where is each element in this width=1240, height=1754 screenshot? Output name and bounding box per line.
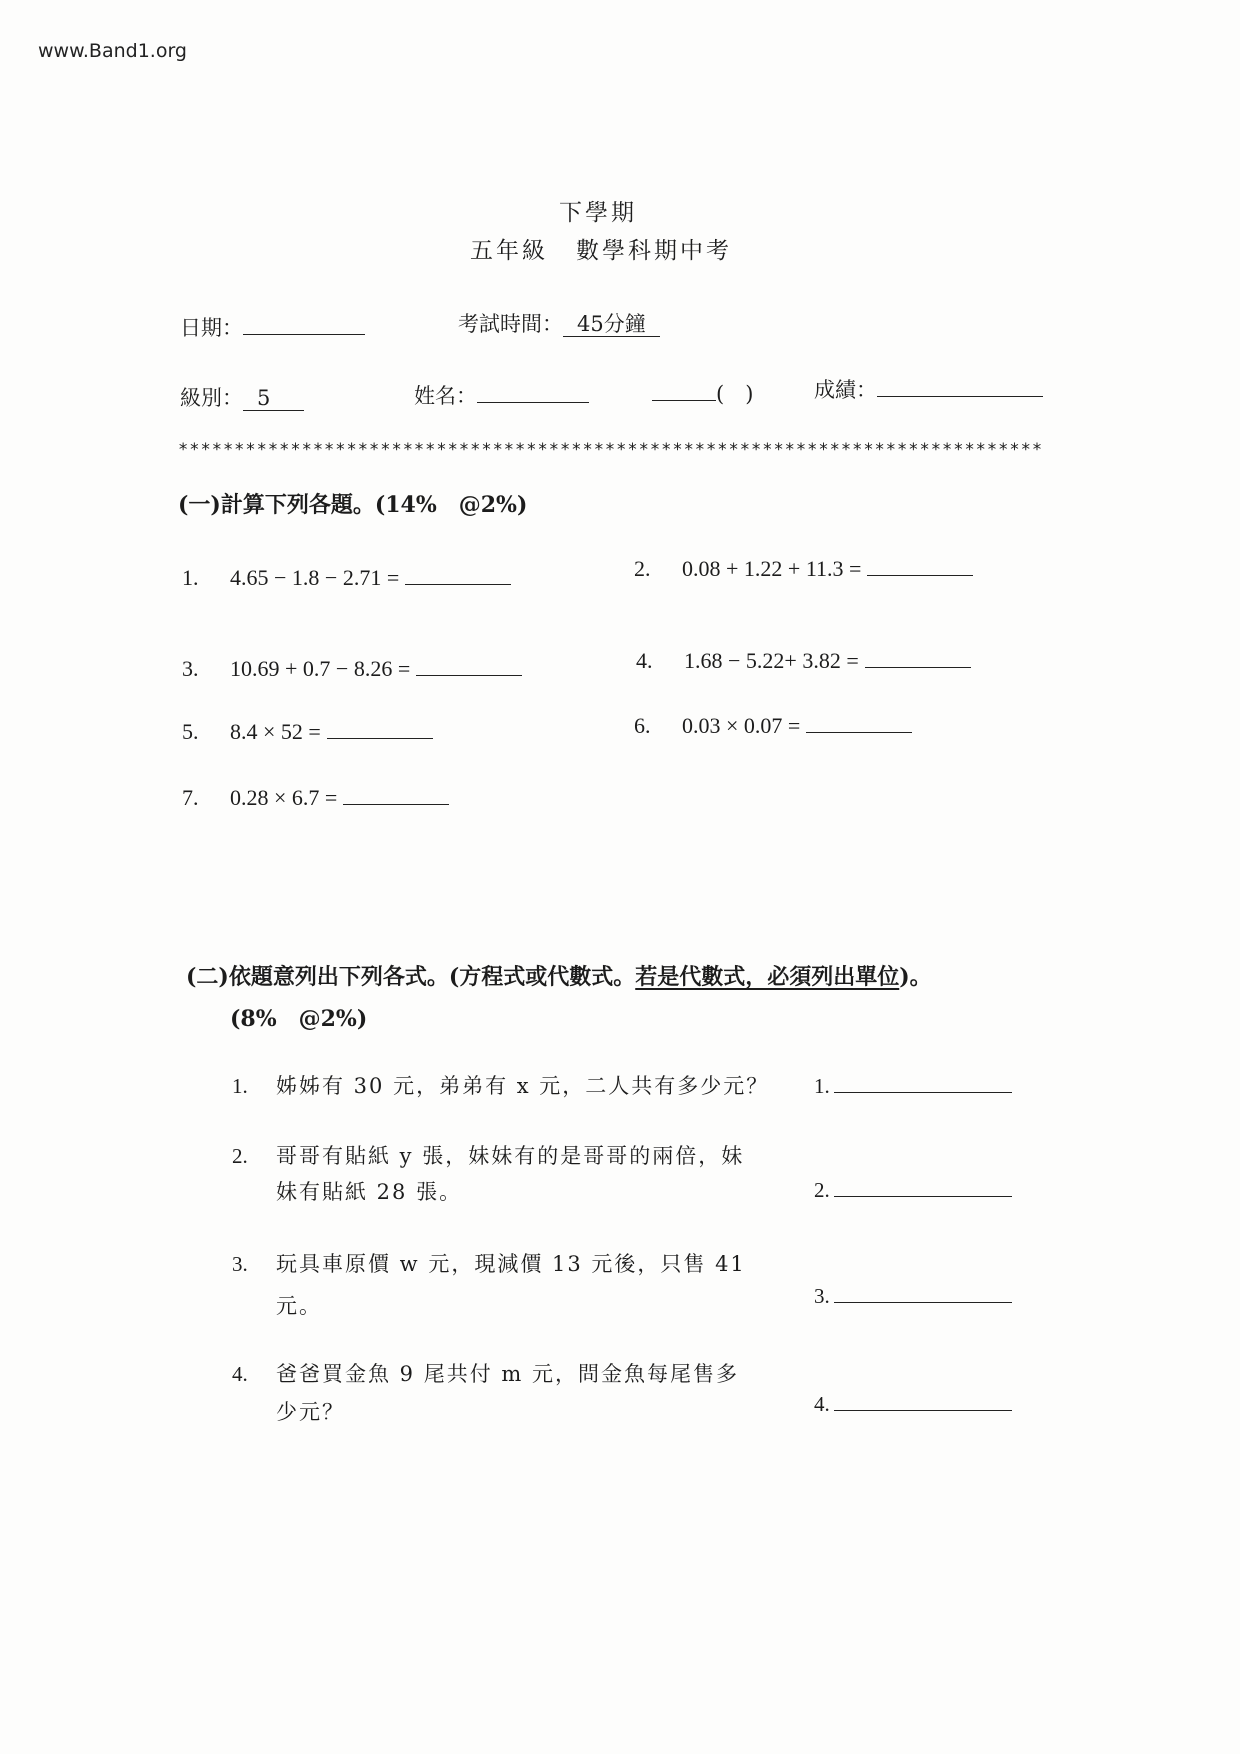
answer-blank[interactable] (867, 574, 973, 576)
date-blank[interactable] (243, 333, 365, 335)
problem-text: 姊姊有 30 元，弟弟有 x 元，二人共有多少元？ (276, 1074, 770, 1098)
answer-number: 1. (814, 1074, 830, 1098)
answer-blank[interactable] (865, 666, 971, 668)
problem-number: 2. (232, 1144, 248, 1168)
question-number: 4. (636, 648, 653, 673)
calc-question-7 (182, 785, 449, 811)
score-blank[interactable] (877, 395, 1043, 397)
answer-blank[interactable] (806, 731, 912, 733)
class-field (180, 382, 304, 412)
problem-text-line2: 元。 (276, 1294, 322, 1318)
problem-number: 3. (232, 1252, 248, 1276)
question-expression: 8.4 × 52 = (230, 719, 321, 744)
section2-heading-underlined: 若是代數式，必須列出單位 (635, 964, 900, 990)
question-number: 5. (182, 719, 199, 744)
answer-blank[interactable] (834, 1195, 1012, 1197)
word-problem-2 (232, 1138, 832, 1218)
site-watermark: www.Band1.org (38, 40, 187, 62)
name-field (414, 380, 589, 410)
answer-blank[interactable] (834, 1301, 1012, 1303)
class-value: 5 (243, 386, 304, 411)
exam-title (470, 232, 732, 265)
problem-text-line1: 哥哥有貼紙 y 張，妹妹有的是哥哥的兩倍，妹 (276, 1144, 745, 1168)
answer-blank[interactable] (834, 1409, 1012, 1411)
seat-number-field (652, 378, 753, 408)
answer-4 (814, 1392, 1012, 1417)
question-number: 1. (182, 565, 199, 590)
date-label: 日期： (180, 316, 243, 340)
section2-heading-prefix: (二)依題意列出下列各式。(方程式或代數式。 (186, 964, 636, 990)
name-blank[interactable] (477, 401, 589, 403)
question-expression: 0.28 × 6.7 = (230, 785, 338, 810)
problem-number: 1. (232, 1074, 248, 1098)
grade-label: 五年級 (470, 238, 548, 264)
section2-heading-suffix: )。 (899, 964, 932, 990)
answer-number: 3. (814, 1284, 830, 1308)
problem-text-line2: 妹有貼紙 28 張。 (276, 1180, 463, 1204)
section2-scoring: (8% @2%) (230, 1006, 368, 1032)
subject-label: 數學科期中考 (576, 238, 732, 264)
word-problem-4 (232, 1356, 832, 1436)
question-expression: 0.08 + 1.22 + 11.3 = (682, 556, 862, 581)
question-expression: 4.65 − 1.8 − 2.71 = (230, 565, 400, 590)
problem-text-line1: 爸爸買金魚 9 尾共付 m 元，問金魚每尾售多 (276, 1362, 739, 1386)
score-label: 成績： (814, 378, 877, 402)
calc-question-4 (636, 648, 971, 674)
answer-number: 4. (814, 1392, 830, 1416)
answer-1 (814, 1074, 1012, 1099)
question-expression: 1.68 − 5.22+ 3.82 = (684, 648, 859, 673)
calc-question-1 (182, 565, 511, 591)
answer-blank[interactable] (343, 803, 449, 805)
problem-text-line2: 少元？ (276, 1400, 345, 1424)
problem-number: 4. (232, 1362, 248, 1386)
exam-term-title: 下學期 (559, 200, 637, 226)
answer-blank[interactable] (834, 1091, 1012, 1093)
question-expression: 0.03 × 0.07 = (682, 713, 801, 738)
word-problem-3 (232, 1246, 832, 1326)
score-field (814, 374, 1043, 404)
answer-number: 2. (814, 1178, 830, 1202)
answer-2 (814, 1178, 1012, 1203)
answer-blank[interactable] (416, 674, 522, 676)
answer-blank[interactable] (405, 583, 511, 585)
time-value: 45分鐘 (563, 312, 660, 337)
question-number: 3. (182, 656, 199, 681)
calc-question-5 (182, 719, 433, 745)
problem-text-line1: 玩具車原價 w 元，現減價 13 元後，只售 41 (276, 1252, 746, 1276)
calc-question-6 (634, 713, 912, 739)
section1-heading: (一)計算下列各題。(14% @2%) (178, 492, 528, 518)
separator-line: ***************************************************************************** (178, 440, 1044, 460)
time-field (458, 308, 660, 338)
question-expression: 10.69 + 0.7 − 8.26 = (230, 656, 411, 681)
seat-paren: ( ) (716, 382, 754, 406)
name-label: 姓名： (414, 384, 477, 408)
calc-question-3 (182, 656, 522, 682)
answer-blank[interactable] (327, 737, 433, 739)
word-problem-1 (232, 1068, 832, 1108)
class-label: 級別： (180, 386, 243, 410)
date-field (180, 312, 365, 342)
section2-heading (186, 960, 932, 991)
time-label: 考試時間： (458, 312, 563, 336)
question-number: 6. (634, 713, 651, 738)
question-number: 2. (634, 556, 651, 581)
calc-question-2 (634, 556, 973, 582)
seat-number-blank[interactable] (652, 399, 716, 401)
answer-3 (814, 1284, 1012, 1309)
question-number: 7. (182, 785, 199, 810)
